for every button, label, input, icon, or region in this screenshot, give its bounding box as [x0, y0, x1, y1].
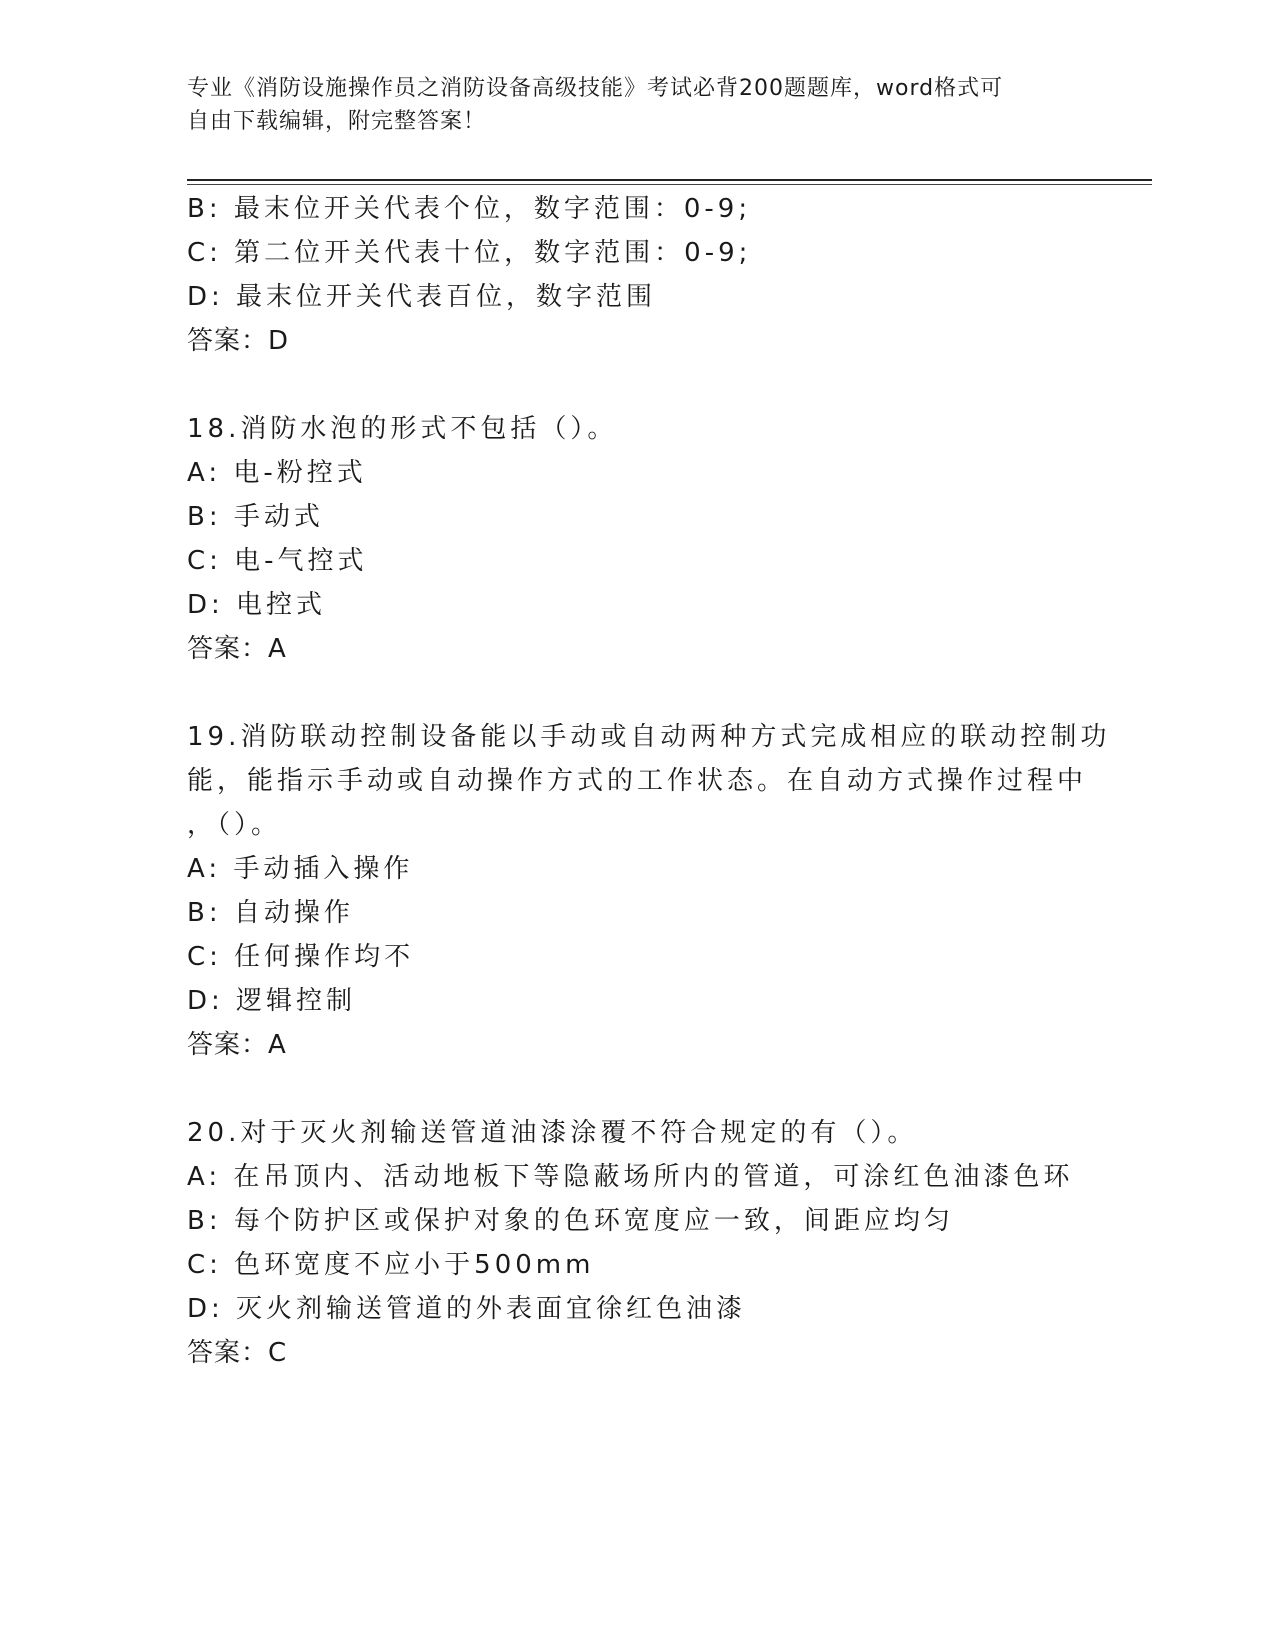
q18-option-d: D: 电控式	[187, 590, 327, 620]
q19-answer: 答案：A	[187, 1030, 287, 1060]
q18-option-c: C: 电-气控式	[187, 546, 368, 576]
header-line-1: 专业《消防设施操作员之消防设备高级技能》考试必背200题题库，word格式可	[187, 76, 1004, 101]
q20-option-c: C: 色环宽度不应小于500mm	[187, 1250, 595, 1280]
q17-answer: 答案：D	[187, 326, 290, 356]
q19-option-a: A: 手动插入操作	[187, 854, 414, 884]
q19-option-c: C: 任何操作均不	[187, 942, 415, 972]
q20-answer: 答案：C	[187, 1338, 288, 1368]
q17-option-b: B: 最末位开关代表个位，数字范围：0-9;	[187, 194, 752, 224]
q17-option-c: C: 第二位开关代表十位，数字范围：0-9;	[187, 238, 752, 268]
q19-question-line-2: 能，能指示手动或自动操作方式的工作状态。在自动方式操作过程中	[187, 766, 1088, 796]
q18-answer: 答案：A	[187, 634, 287, 664]
header-rule-thin	[187, 184, 1152, 185]
q20-option-d: D: 灭火剂输送管道的外表面宜徐红色油漆	[187, 1294, 747, 1324]
q18-option-a: A: 电-粉控式	[187, 458, 367, 488]
q17-option-d: D: 最末位开关代表百位，数字范围	[187, 282, 657, 312]
q19-option-b: B: 自动操作	[187, 898, 354, 928]
q19-option-d: D: 逻辑控制	[187, 986, 357, 1016]
q19-question-line-1: 19.消防联动控制设备能以手动或自动两种方式完成相应的联动控制功	[187, 722, 1111, 752]
q19-question-line-3: ，（）。	[187, 810, 282, 840]
q18-question: 18.消防水泡的形式不包括（）。	[187, 414, 618, 444]
q20-option-b: B: 每个防护区或保护对象的色环宽度应一致，间距应均匀	[187, 1206, 954, 1236]
header-rule-thick	[187, 179, 1152, 181]
document-header	[187, 72, 1067, 138]
q20-option-a: A: 在吊顶内、活动地板下等隐蔽场所内的管道，可涂红色油漆色环	[187, 1162, 1074, 1192]
header-line-2: 自由下载编辑，附完整答案！	[187, 109, 487, 134]
q20-question: 20.对于灭火剂输送管道油漆涂覆不符合规定的有（）。	[187, 1118, 918, 1148]
q18-option-b: B: 手动式	[187, 502, 324, 532]
